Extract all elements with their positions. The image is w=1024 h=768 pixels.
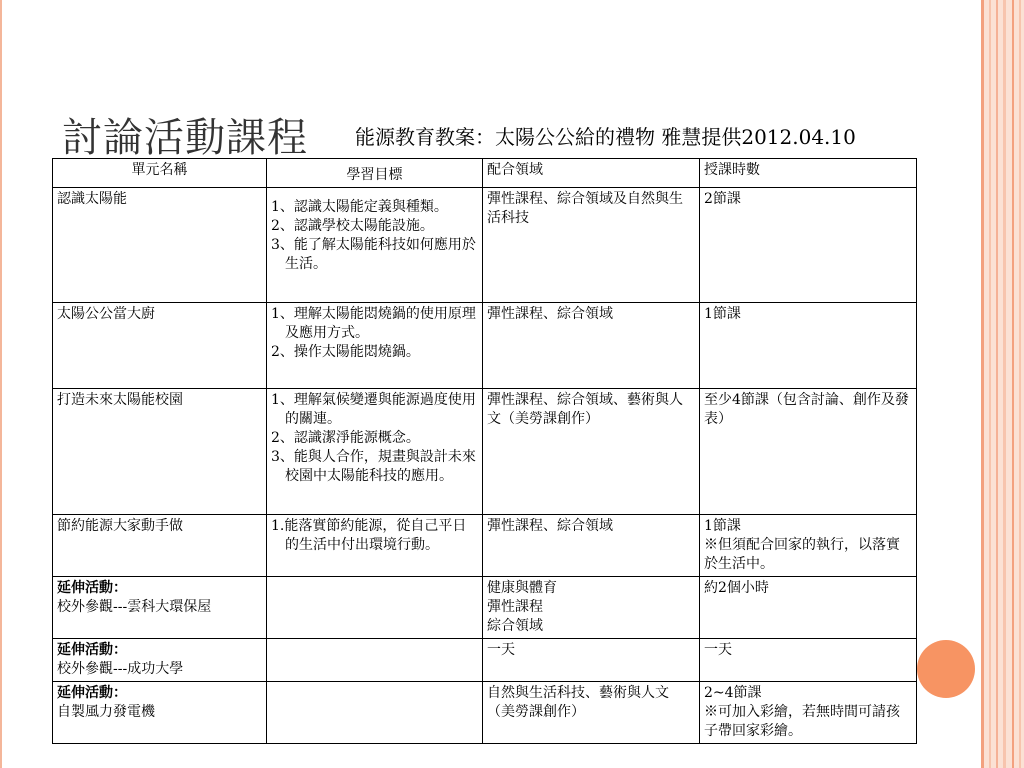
hours-line: 1節課 bbox=[704, 518, 741, 534]
domain-cell bbox=[483, 577, 700, 639]
hours-cell bbox=[700, 682, 917, 744]
extension-label: 延伸活動： bbox=[57, 642, 127, 658]
domain-cell: 彈性課程、綜合領域 bbox=[483, 303, 700, 389]
unit-name: 校外參觀---成功大學 bbox=[57, 661, 184, 677]
hours-cell: 1節課 bbox=[700, 303, 917, 389]
goals-cell bbox=[267, 303, 483, 389]
table-row bbox=[53, 188, 917, 303]
domain-cell: 彈性課程、綜合領域、藝術與人文（美勞課創作） bbox=[483, 389, 700, 515]
table-row bbox=[53, 303, 917, 389]
goal-item: 2、認識潔淨能源概念。 bbox=[271, 430, 420, 446]
header-learning-goals: 學習目標 bbox=[267, 159, 483, 188]
slide-title: 討論活動課程 bbox=[62, 115, 308, 161]
unit-name-cell: 認識太陽能 bbox=[53, 188, 267, 303]
unit-name-cell: 節約能源大家動手做 bbox=[53, 515, 267, 577]
header-unit-name: 單元名稱 bbox=[53, 159, 267, 188]
goals-cell bbox=[267, 188, 483, 303]
right-stripe bbox=[996, 0, 998, 768]
hours-note: ※可加入彩繪，若無時間可請孩子帶回家彩繪。 bbox=[704, 704, 900, 739]
unit-name-cell: 太陽公公當大廚 bbox=[53, 303, 267, 389]
table-row bbox=[53, 577, 917, 639]
extension-label: 延伸活動： bbox=[57, 580, 127, 596]
domain-cell: 自然與生活科技、藝術與人文（美勞課創作） bbox=[483, 682, 700, 744]
domain-line: 綜合領域 bbox=[487, 618, 543, 634]
unit-name-cell bbox=[53, 577, 267, 639]
goal-item: 3、能了解太陽能科技如何應用於生活。 bbox=[271, 237, 476, 272]
goal-item: 2、認識學校太陽能設施。 bbox=[271, 218, 434, 234]
table-row bbox=[53, 389, 917, 515]
domain-cell: 彈性課程、綜合領域 bbox=[483, 515, 700, 577]
goal-item: 1、認識太陽能定義與種類。 bbox=[271, 199, 448, 215]
header-hours: 授課時數 bbox=[700, 159, 917, 188]
hours-note: ※但須配合回家的執行，以落實於生活中。 bbox=[704, 537, 900, 572]
domain-line: 彈性課程 bbox=[487, 599, 543, 615]
right-stripe bbox=[981, 0, 984, 768]
goals-cell bbox=[267, 682, 483, 744]
extension-label: 延伸活動： bbox=[57, 685, 127, 701]
domain-cell: 彈性課程、綜合領域及自然與生活科技 bbox=[483, 188, 700, 303]
hours-cell: 約2個小時 bbox=[700, 577, 917, 639]
course-table bbox=[52, 158, 917, 744]
domain-cell: 一天 bbox=[483, 639, 700, 682]
hours-line: 2~4節課 bbox=[704, 685, 762, 701]
right-stripe bbox=[1003, 0, 1006, 768]
header-domain: 配合領域 bbox=[483, 159, 700, 188]
unit-name: 自製風力發電機 bbox=[57, 704, 155, 720]
goals-cell bbox=[267, 577, 483, 639]
goal-item: 3、能與人合作，規畫與設計未來校園中太陽能科技的應用。 bbox=[271, 449, 476, 484]
unit-name-cell bbox=[53, 682, 267, 744]
table-header-row bbox=[53, 159, 917, 188]
goals-cell bbox=[267, 639, 483, 682]
domain-line: 健康與體育 bbox=[487, 580, 557, 596]
slide-subtitle: 能源教育教案：太陽公公給的禮物 雅慧提供2012.04.10 bbox=[355, 125, 856, 149]
hours-cell: 至少4節課（包含討論、創作及發表） bbox=[700, 389, 917, 515]
goal-item: 1.能落實節約能源，從自己平日的生活中付出環境行動。 bbox=[271, 518, 467, 553]
unit-name-cell: 打造未來太陽能校園 bbox=[53, 389, 267, 515]
left-border-line bbox=[0, 0, 2, 768]
decorative-circle bbox=[917, 640, 975, 698]
unit-name: 校外參觀---雲科大環保屋 bbox=[57, 599, 212, 615]
goals-cell bbox=[267, 515, 483, 577]
table-row bbox=[53, 639, 917, 682]
goal-item: 1、理解氣候變遷與能源過度使用的關連。 bbox=[271, 392, 476, 427]
right-stripe bbox=[989, 0, 991, 768]
table-row bbox=[53, 682, 917, 744]
goals-cell bbox=[267, 389, 483, 515]
hours-cell: 一天 bbox=[700, 639, 917, 682]
hours-cell: 2節課 bbox=[700, 188, 917, 303]
unit-name-cell bbox=[53, 639, 267, 682]
goal-item: 2、操作太陽能悶燒鍋。 bbox=[271, 344, 420, 360]
right-stripe bbox=[1019, 0, 1021, 768]
hours-cell bbox=[700, 515, 917, 577]
goal-item: 1、理解太陽能悶燒鍋的使用原理及應用方式。 bbox=[271, 306, 476, 341]
right-stripe bbox=[1012, 0, 1014, 768]
table-row bbox=[53, 515, 917, 577]
